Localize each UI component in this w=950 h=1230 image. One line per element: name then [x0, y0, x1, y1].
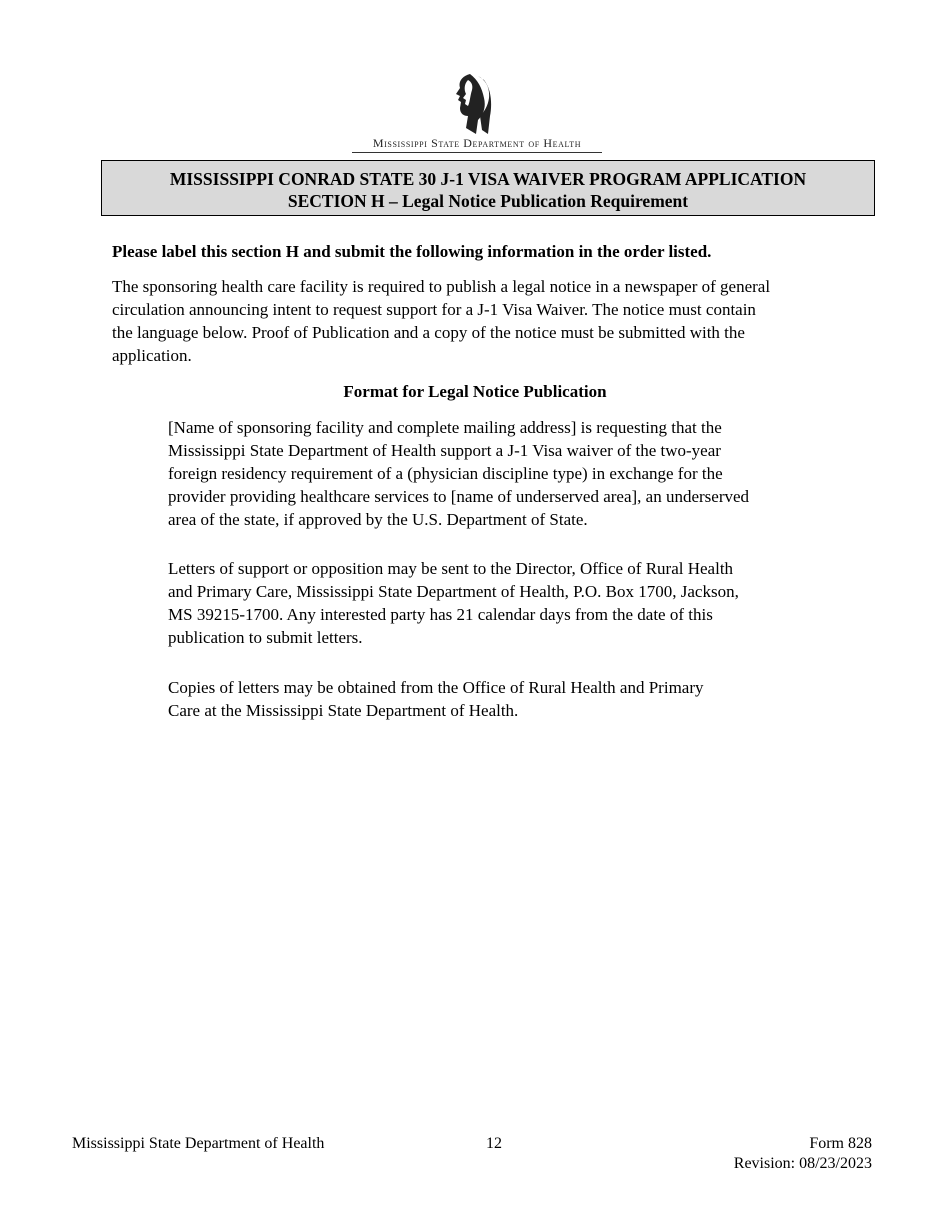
footer-form-info: [734, 1134, 872, 1174]
text-line: the language below. Proof of Publication and a copy of the notice must be submitted with the: [112, 323, 745, 342]
notice-paragraph-1: [168, 416, 828, 531]
notice-paragraph-3: [168, 676, 828, 722]
text-line: Letters of support or opposition may be sent to the Director, Office of Rural Health: [168, 559, 734, 578]
text-line: provider providing healthcare services to [name of underserved area], an underserved: [168, 487, 750, 506]
agency-logo: [352, 70, 602, 154]
text-line: Copies of letters may be obtained from the Office of Rural Health and Primary: [168, 678, 704, 697]
header-title: MISSISSIPPI CONRAD STATE 30 J-1 VISA WAIVER PROGRAM APPLICATION: [169, 169, 807, 189]
page-number: 12: [486, 1135, 502, 1152]
format-title: Format for Legal Notice Publication: [343, 382, 607, 401]
text-line: Care at the Mississippi State Department of Health.: [168, 701, 519, 720]
agency-name: Mississippi State Department of Health: [372, 136, 582, 150]
text-line: application.: [112, 346, 192, 365]
footer-agency: Mississippi State Department of Health: [72, 1135, 325, 1152]
notice-paragraph-2: [168, 557, 828, 649]
text-line: [Name of sponsoring facility and complete mailing address] is requesting that the: [168, 418, 722, 437]
profile-faces-icon: [448, 72, 492, 136]
revision-date: Revision: 08/23/2023: [733, 1155, 872, 1172]
logo-underline: [352, 152, 602, 153]
intro-paragraph: [112, 275, 842, 367]
header-subtitle: SECTION H – Legal Notice Publication Requirement: [287, 191, 689, 211]
text-line: Mississippi State Department of Health support a J-1 Visa waiver of the two-year: [168, 441, 721, 460]
text-line: and Primary Care, Mississippi State Department of Health, P.O. Box 1700, Jackson,: [168, 582, 739, 601]
section-header: [101, 160, 875, 216]
text-line: area of the state, if approved by the U.S. Department of State.: [168, 510, 588, 529]
form-number: Form 828: [809, 1135, 872, 1152]
text-line: circulation announcing intent to request support for a J-1 Visa Waiver. The notice must contain: [112, 300, 756, 319]
instruction-text: Please label this section H and submit the following information in the order listed.: [112, 242, 712, 261]
text-line: publication to submit letters.: [168, 628, 363, 647]
text-line: foreign residency requirement of a (physician discipline type) in exchange for the: [168, 464, 723, 483]
text-line: The sponsoring health care facility is required to publish a legal notice in a newspaper of general: [112, 277, 771, 296]
text-line: MS 39215-1700. Any interested party has 21 calendar days from the date of this: [168, 605, 713, 624]
